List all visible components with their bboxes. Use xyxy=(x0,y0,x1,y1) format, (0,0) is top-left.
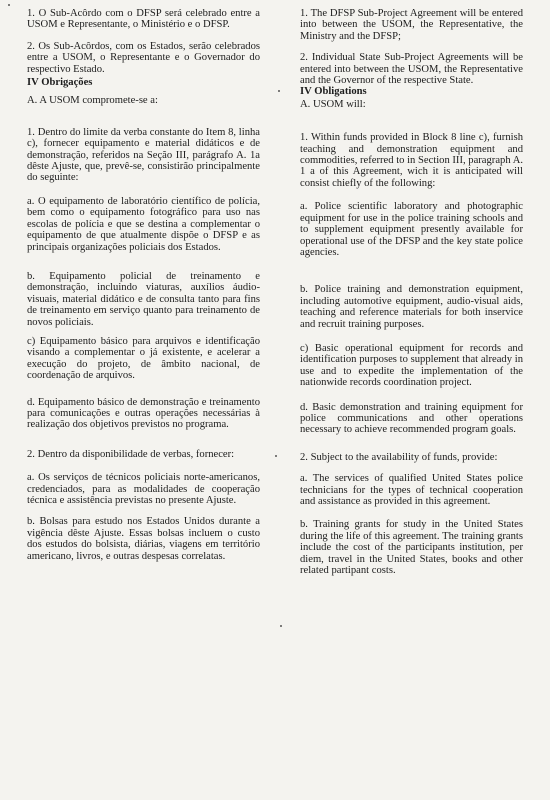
right-item-b2: b. Training grants for study in the United States during the life of this agreement. The training grants include the cost of the participants institution, per diem, travel in the United States, books and other related partipant costs. xyxy=(300,519,523,577)
right-paragraph-2: 2. Individual State Sub-Project Agreements will be entered into between the USOM, the Representative and the Governor of the respective State. xyxy=(300,52,523,87)
left-section-heading: IV Obrigações xyxy=(27,77,93,89)
english-column xyxy=(300,8,523,576)
right-paragraph-4: 2. Subject to the availability of funds, provide: xyxy=(300,451,498,463)
scan-speck xyxy=(280,625,282,627)
right-item-b: b. Police training and demonstration equipment, including automotive equipment, audio-visual aids, teaching and reference materials for both inservice and recruit training purposes. xyxy=(300,284,523,330)
right-item-c: c) Basic operational equipment for records and identification purposes to supplement that already in use and to expedite the implementation of the nationwide records coordination project. xyxy=(300,342,523,389)
right-paragraph-1: 1. The DFSP Sub-Project Agreement will be entered into between the USOM, the Representative, the Ministry and the DFSP; xyxy=(300,8,523,42)
scan-speck xyxy=(278,90,280,92)
left-paragraph-1: 1. O Sub-Acôrdo com o DFSP será celebrado entre a USOM e Representante, o Ministério e o DFSP. xyxy=(27,8,260,31)
left-item-b: b. Equipamento policial de treinamento e demonstração, incluindo viaturas, auxílios áudio-visuais, material didático e de consulta tanto para fins de treinamento em serviço quanto para treinamento de novos policiais. xyxy=(27,270,260,328)
scan-speck xyxy=(8,4,10,6)
left-item-b2: b. Bolsas para estudo nos Estados Unidos durante a vigência dêste Ajuste. Essas bolsas incluem o custo dos estudos do bolsista, diárias, viagens em território americano, livros, e outras despesas correlatas. xyxy=(27,516,260,562)
left-item-c: c) Equipamento básico para arquivos e identificação visando a complementar o já existente, e acelerar a execução do projeto, de âmbito nacional, de coordenação de arquivos. xyxy=(27,335,260,382)
scan-speck xyxy=(275,455,277,457)
right-paragraph-3: 1. Within funds provided in Block 8 line c), furnish teaching and demonstration equipment and commodities, referred to in Section III, paragraph A. 1 a of this Agreement, wich it is anticipated will consist chiefly of the following: xyxy=(300,132,523,189)
right-subsection-a: A. USOM will: xyxy=(300,98,366,110)
left-paragraph-3: 1. Dentro do limite da verba constante do Item 8, linha c), fornecer equipamento e material didáticos e de demonstração, referidos na Seção III, parágrafo A. 1a dêste Ajuste, que, prevê-se, consistirão principalmente do seguinte: xyxy=(27,126,260,184)
portuguese-column xyxy=(27,8,260,562)
left-item-d: d. Equipamento básico de demonstração e treinamento para comunicações e outras operações necessárias à realização dos objetivos previstos no programa. xyxy=(27,396,260,431)
left-paragraph-2: 2. Os Sub-Acôrdos, com os Estados, serão celebrados entre a USOM, o Representante e o Governador do respectivo Estado. xyxy=(27,40,260,75)
left-item-a2: a. Os serviços de técnicos policiais norte-americanos, credenciados, para as modalidades de cooperação técnica e assistência previstas no presente Ajuste. xyxy=(27,472,260,506)
right-section-heading: IV Obligations xyxy=(300,86,367,98)
right-item-a2: a. The services of qualified United States police technicians for the types of technical cooperation and assistance as provided in this agreement. xyxy=(300,473,523,507)
right-item-a: a. Police scientific laboratory and photographic equipment for use in the police training schools and to supplement equipment presently available for operational use of the DFSP and the key state police agencies. xyxy=(300,201,523,258)
left-item-a: a. O equipamento de laboratório científico de polícia, bem como o equipamento fotográfico para uso nas escolas de polícia e que se destina a complementar o equipamento de que atualmente dispõe o DFSP e as principais organizações policiais dos Estados. xyxy=(27,195,260,253)
left-subsection-a: A. A USOM compromete-se a: xyxy=(27,95,158,107)
right-item-d: d. Basic demonstration and training equipment for police communications and other operations necessary to achieve recommended program goals. xyxy=(300,401,523,436)
left-paragraph-4: 2. Dentro da disponibilidade de verbas, fornecer: xyxy=(27,448,235,460)
